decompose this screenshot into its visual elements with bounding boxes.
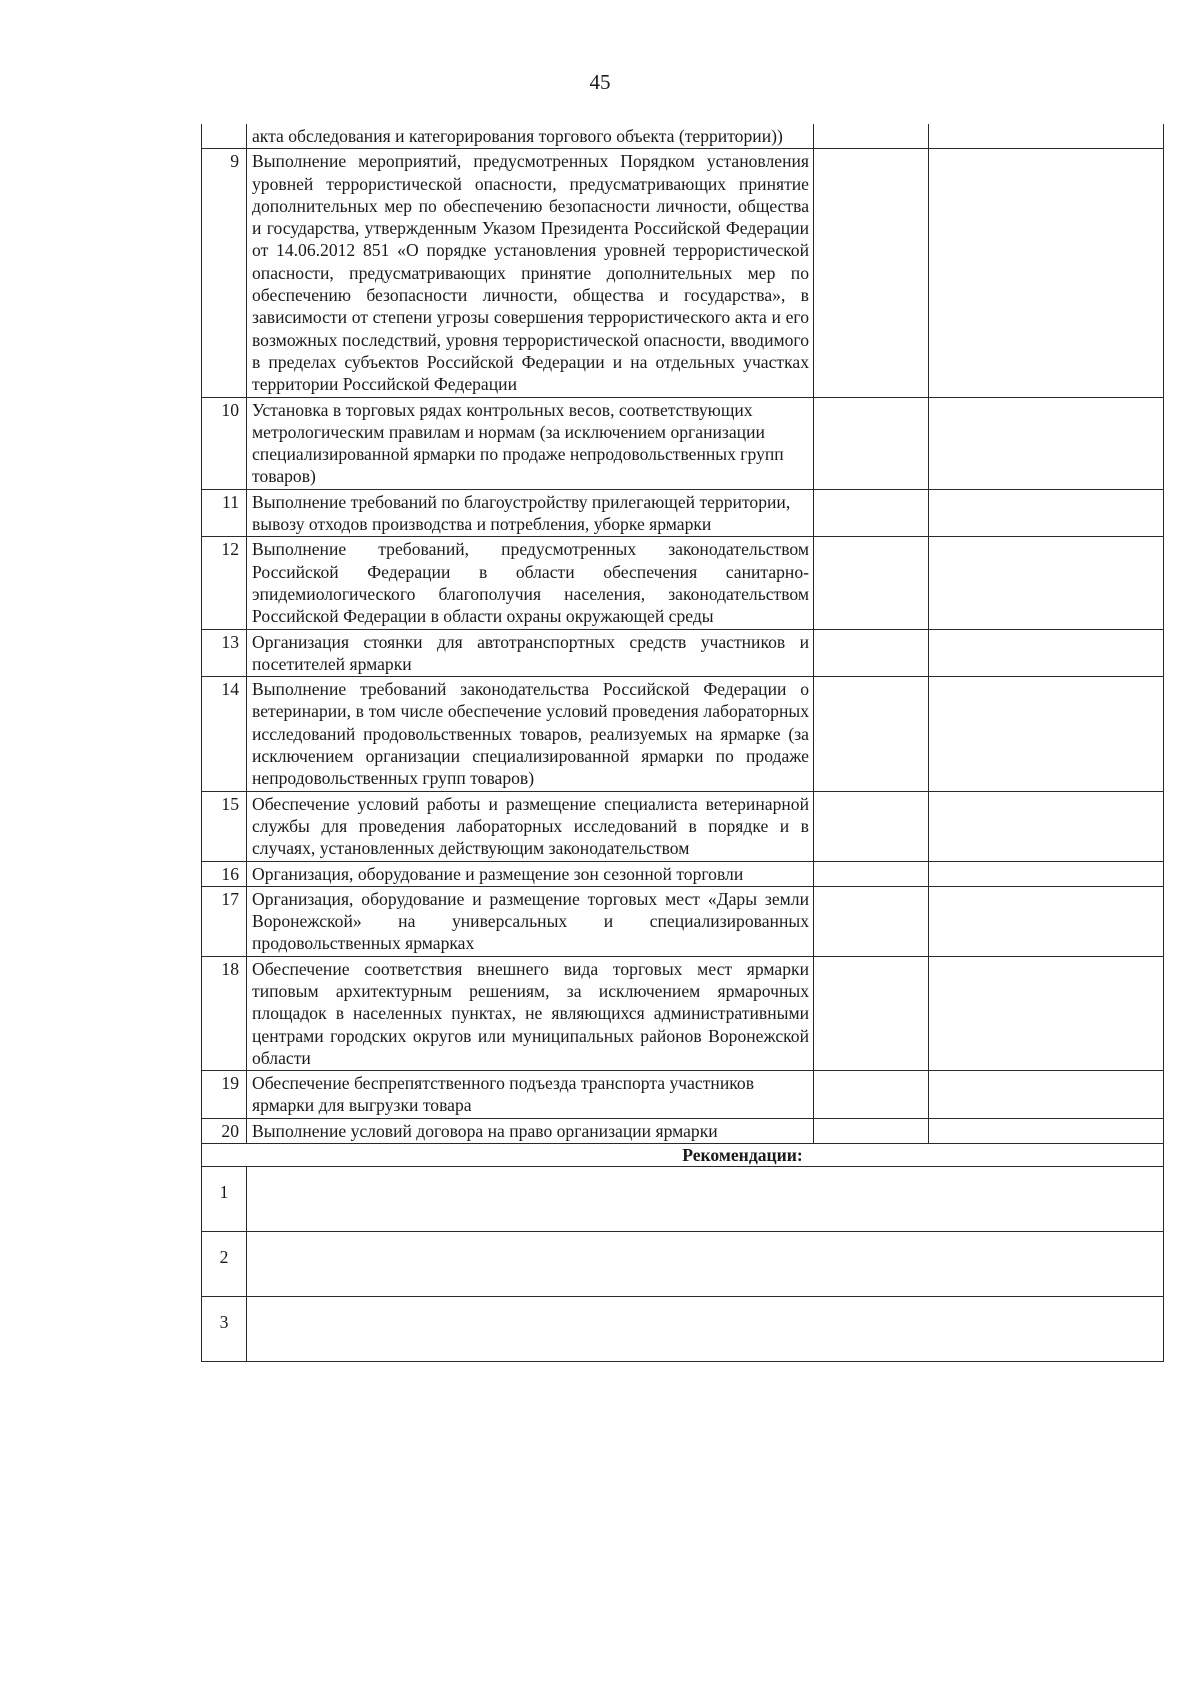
row-number: 19: [202, 1071, 247, 1119]
note-cell[interactable]: [929, 1071, 1164, 1119]
requirement-text: Выполнение требований, предусмотренных законодательством Российской Федерации в области обеспечения санитарно-эпидемиологического благополучия населения, законодательством Российской Федерации в области охраны окружающей среды: [247, 537, 814, 629]
row-number: 12: [202, 537, 247, 629]
requirement-text: Выполнение мероприятий, предусмотренных Порядком установления уровней террористической опасности, предусматривающих принятие дополнительных мер по обеспечению безопасности личности, общества и государства, утвержденным Указом Президента Российской Федерации от 14.06.2012 851 «О порядке установления уровней террористической опасности, предусматривающих принятие дополнительных мер по обеспечению безопасности личности, общества и государства», в зависимости от степени угрозы совершения террористического акта и его возможных последствий, уровня террористической опасности, вводимого в пределах субъектов Российской Федерации и на отдельных участках территории Российской Федерации: [247, 149, 814, 397]
requirement-text: Организация, оборудование и размещение торговых мест «Дары земли Воронежской» на универсальных и специализированных продовольственных ярмарках: [247, 886, 814, 956]
mark-cell[interactable]: [814, 537, 929, 629]
requirement-text: Выполнение требований по благоустройству прилегающей территории, вывозу отходов производства и потребления, уборке ярмарки: [247, 489, 814, 537]
row-number: 11: [202, 489, 247, 537]
note-cell[interactable]: [929, 124, 1164, 149]
note-cell[interactable]: [929, 629, 1164, 677]
mark-cell[interactable]: [814, 861, 929, 886]
row-number: 13: [202, 629, 247, 677]
row-number: [202, 124, 247, 149]
mark-cell[interactable]: [814, 1071, 929, 1119]
requirement-text: Организация стоянки для автотранспортных средств участников и посетителей ярмарки: [247, 629, 814, 677]
table-row: [202, 886, 1164, 956]
recommendation-row: [202, 1232, 1164, 1297]
note-cell[interactable]: [929, 886, 1164, 956]
page-number: 45: [589, 70, 611, 94]
requirement-text: Выполнение условий договора на право организации ярмарки: [247, 1118, 814, 1143]
row-number: 9: [202, 149, 247, 397]
table-row: [202, 397, 1164, 489]
requirement-text: акта обследования и категорирования торгового объекта (территории)): [247, 124, 814, 149]
table-row: [202, 537, 1164, 629]
table-row: [202, 489, 1164, 537]
table-row: [202, 1118, 1164, 1143]
requirement-text: Обеспечение беспрепятственного подъезда транспорта участников ярмарки для выгрузки товара: [247, 1071, 814, 1119]
checklist-table: [201, 124, 1164, 1362]
mark-cell[interactable]: [814, 956, 929, 1070]
recommendation-text-cell[interactable]: [247, 1297, 1164, 1362]
recommendation-number: 1: [202, 1167, 247, 1232]
note-cell[interactable]: [929, 861, 1164, 886]
row-number: 17: [202, 886, 247, 956]
recommendation-row: [202, 1297, 1164, 1362]
mark-cell[interactable]: [814, 397, 929, 489]
row-number: 15: [202, 791, 247, 861]
row-number: 14: [202, 677, 247, 791]
mark-cell[interactable]: [814, 791, 929, 861]
table-row: [202, 791, 1164, 861]
row-number: 16: [202, 861, 247, 886]
mark-cell[interactable]: [814, 677, 929, 791]
note-cell[interactable]: [929, 677, 1164, 791]
note-cell[interactable]: [929, 956, 1164, 1070]
table-row: [202, 861, 1164, 886]
row-number: 20: [202, 1118, 247, 1143]
table-row: [202, 629, 1164, 677]
requirement-text: Обеспечение условий работы и размещение специалиста ветеринарной службы для проведения лабораторных исследований в порядке и в случаях, установленных действующим законодательством: [247, 791, 814, 861]
requirement-text: Выполнение требований законодательства Российской Федерации о ветеринарии, в том числе обеспечение условий проведения лабораторных исследований продовольственных товаров, реализуемых на ярмарке (за исключением организации специализированной ярмарки по продаже непродовольственных групп товаров): [247, 677, 814, 791]
recommendation-row: [202, 1167, 1164, 1232]
table-row: [202, 677, 1164, 791]
recommendation-number: 3: [202, 1297, 247, 1362]
table-row: [202, 149, 1164, 397]
mark-cell[interactable]: [814, 1118, 929, 1143]
mark-cell[interactable]: [814, 124, 929, 149]
note-cell[interactable]: [929, 1118, 1164, 1143]
requirement-text: Установка в торговых рядах контрольных весов, соответствующих метрологическим правилам и нормам (за исключением организации специализированной ярмарки по продаже непродовольственных групп товаров): [247, 397, 814, 489]
note-cell[interactable]: [929, 791, 1164, 861]
mark-cell[interactable]: [814, 149, 929, 397]
recommendations-title: Рекомендации:: [202, 1144, 1164, 1167]
mark-cell[interactable]: [814, 629, 929, 677]
note-cell[interactable]: [929, 397, 1164, 489]
table-row: [202, 956, 1164, 1070]
note-cell[interactable]: [929, 149, 1164, 397]
row-number: 10: [202, 397, 247, 489]
mark-cell[interactable]: [814, 489, 929, 537]
recommendation-text-cell[interactable]: [247, 1232, 1164, 1297]
checklist-body: [202, 124, 1164, 1362]
recommendation-number: 2: [202, 1232, 247, 1297]
requirement-text: Обеспечение соответствия внешнего вида торговых мест ярмарки типовым архитектурным решениям, за исключением ярмарочных площадок в населенных пунктах, не являющихся административными центрами городских округов или муниципальных районов Воронежской области: [247, 956, 814, 1070]
recommendation-text-cell[interactable]: [247, 1167, 1164, 1232]
row-number: 18: [202, 956, 247, 1070]
note-cell[interactable]: [929, 537, 1164, 629]
note-cell[interactable]: [929, 489, 1164, 537]
requirement-text: Организация, оборудование и размещение зон сезонной торговли: [247, 861, 814, 886]
mark-cell[interactable]: [814, 886, 929, 956]
table-row: [202, 124, 1164, 149]
recommendations-header-row: [202, 1144, 1164, 1167]
table-row: [202, 1071, 1164, 1119]
